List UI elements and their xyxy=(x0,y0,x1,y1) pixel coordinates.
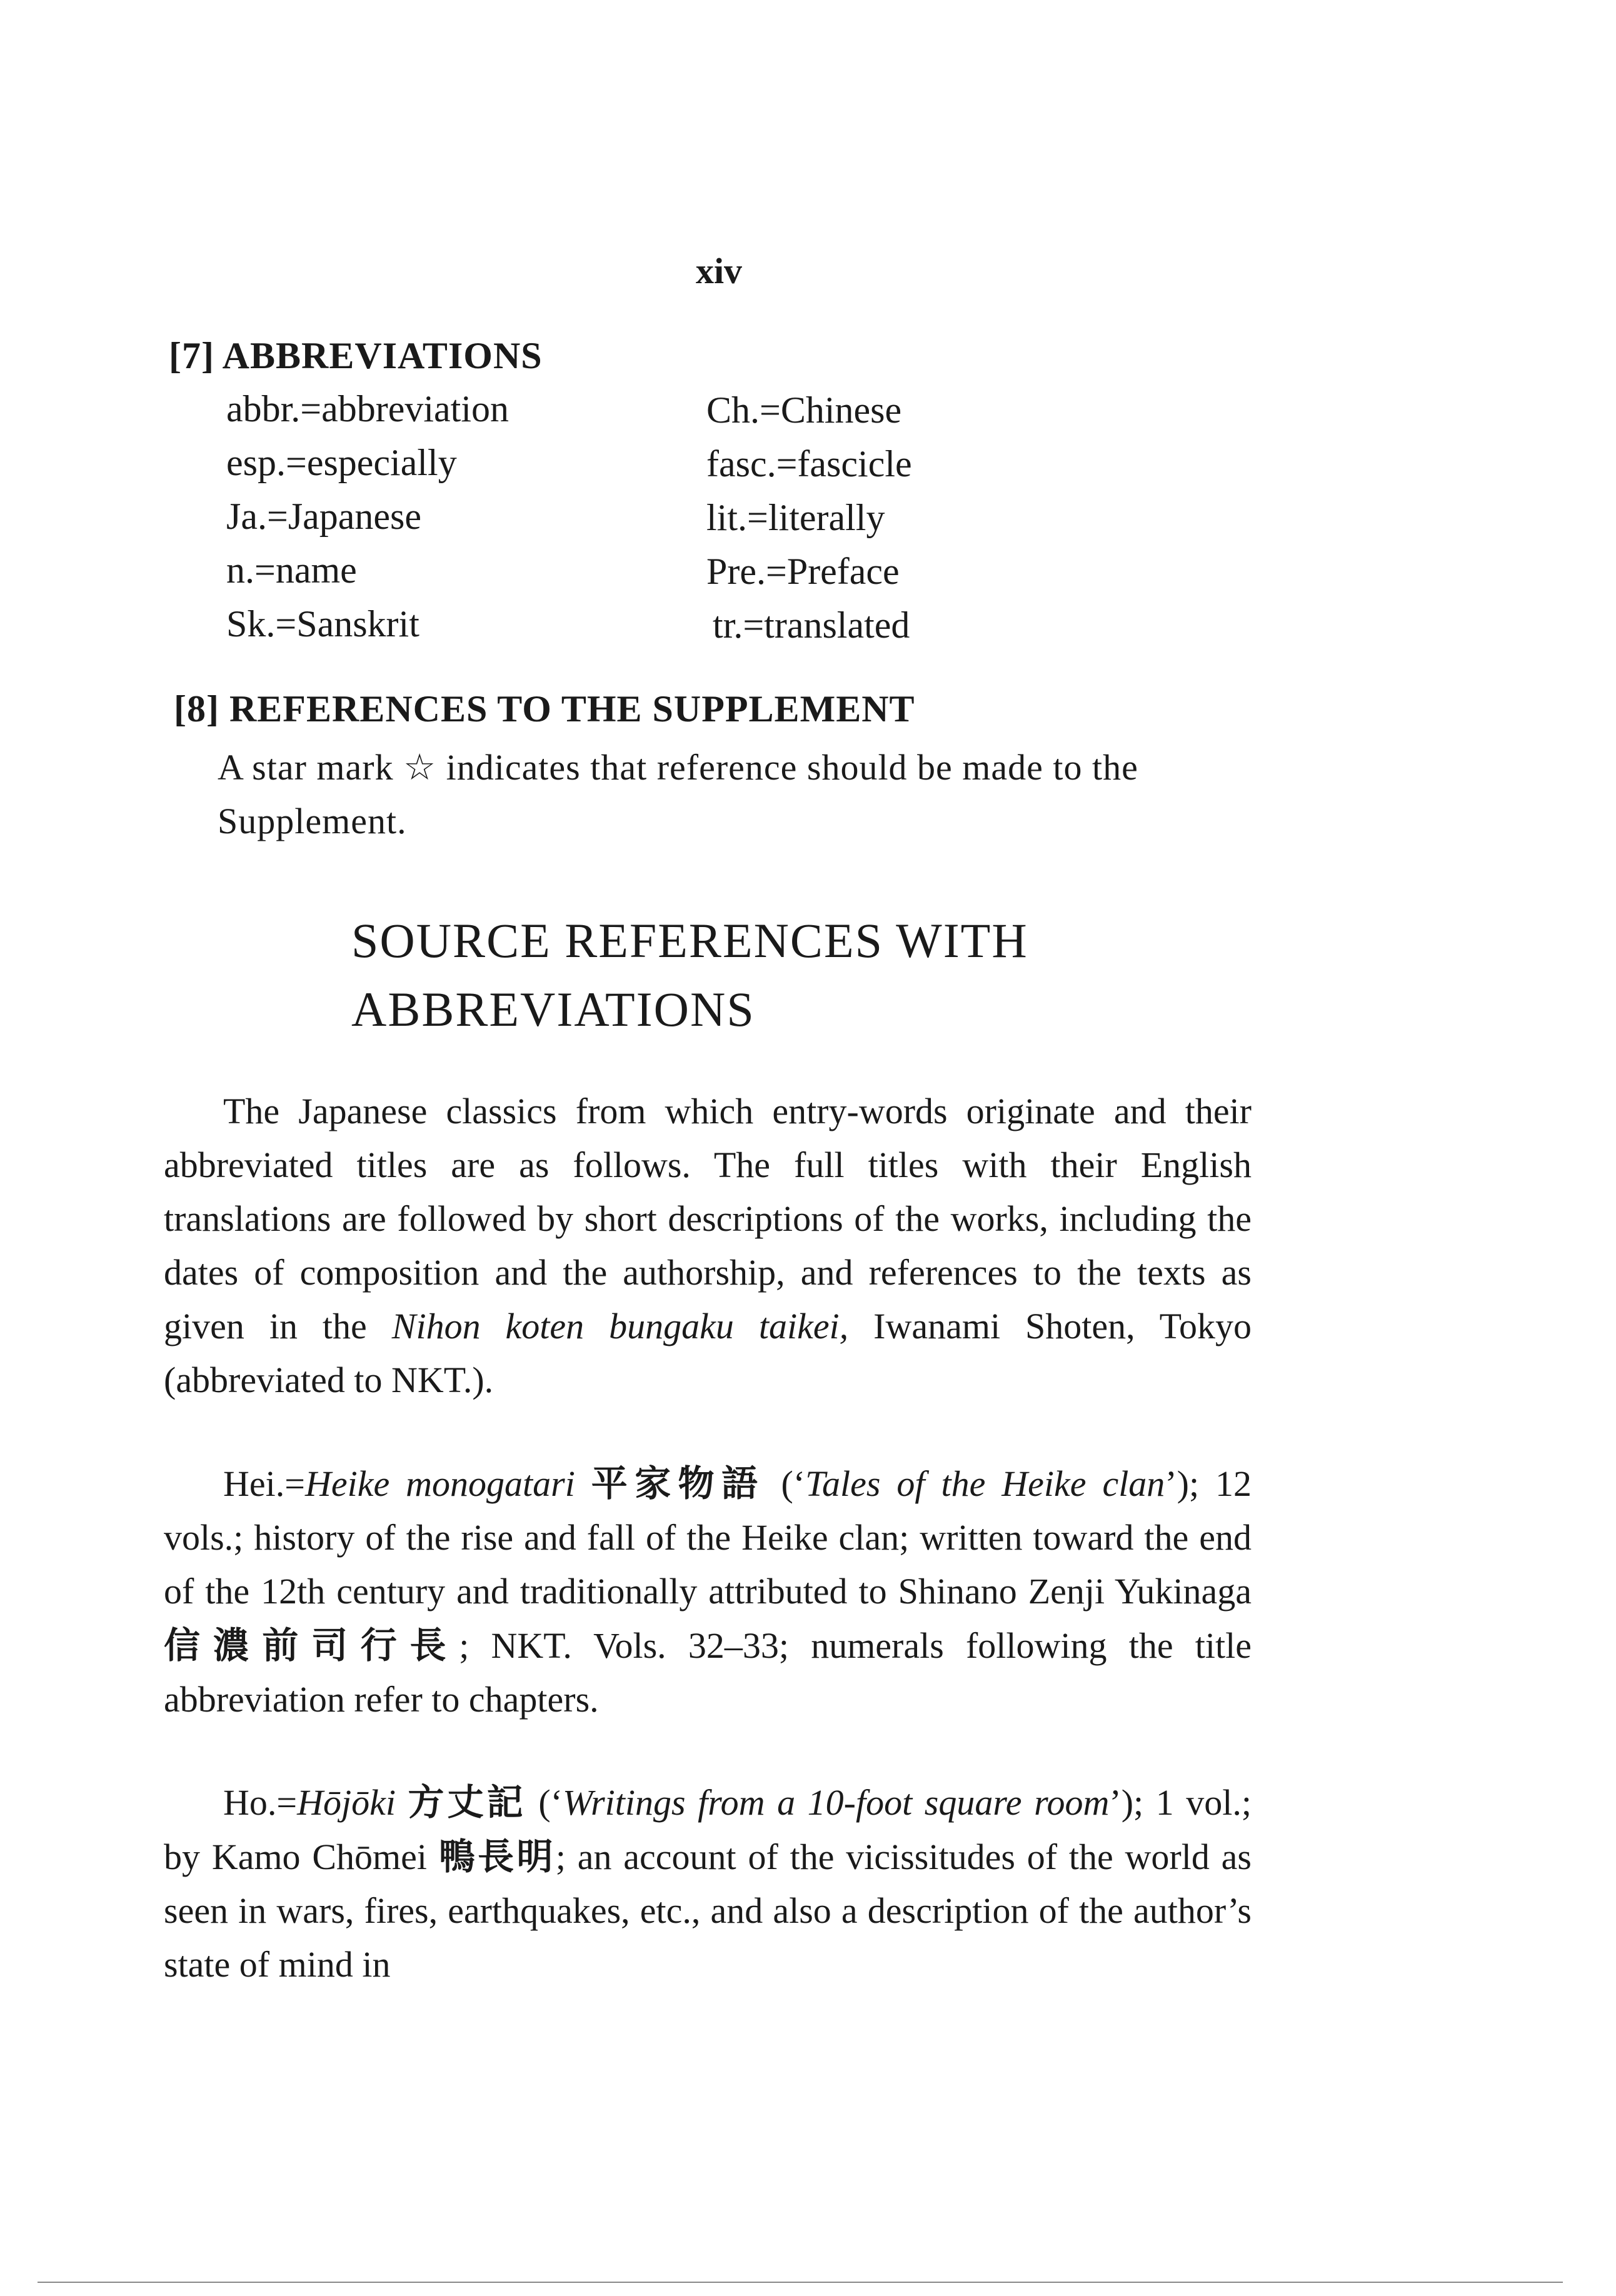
abbreviation-item: Sk.=Sanskrit xyxy=(226,603,419,644)
hei-abbreviation: Hei.= xyxy=(223,1463,305,1504)
abbreviation-item: Pre.=Preface xyxy=(706,551,900,592)
bottom-scan-line xyxy=(38,2282,1563,2283)
supplement-note: A star mark ☆ indicates that reference should be made to the Supplement. xyxy=(218,747,1138,841)
ho-author-kanji: 鴨長明 xyxy=(438,1835,556,1878)
hei-trans-open: (‘ xyxy=(765,1463,806,1504)
abbreviation-item: Ch.=Chinese xyxy=(706,389,902,431)
ho-text-a: 1 vol.; by Kamo Chōmei xyxy=(164,1782,1252,1877)
intro-italic-title: Nihon koten bungaku taikei, xyxy=(391,1306,849,1346)
abbreviation-item: n.=name xyxy=(226,549,357,591)
ho-trans-open: (‘ xyxy=(526,1782,563,1823)
source-references-title xyxy=(351,906,1028,1044)
page-number: xiv xyxy=(695,251,743,291)
ho-text-b: ; an account of the vicissitudes of the world as seen in wars, fires, earthquakes, etc., and also a description of the author’s state of mind in xyxy=(164,1837,1252,1985)
hei-entry xyxy=(164,1456,1252,1727)
hei-title: Heike monogatari xyxy=(304,1463,575,1504)
abbreviation-item: tr.=translated xyxy=(713,604,910,646)
abbreviations-heading: [7] ABBREVIATIONS xyxy=(169,335,543,376)
abbreviation-item: lit.=literally xyxy=(706,497,885,538)
hei-kanji: 平家物語 xyxy=(591,1462,765,1505)
ho-kanji: 方丈記 xyxy=(408,1781,526,1823)
ho-title: Hōjōki xyxy=(297,1782,396,1823)
abbreviation-item: Ja.=Japanese xyxy=(226,496,422,537)
abbreviation-item: abbr.=abbreviation xyxy=(226,388,509,429)
abbreviation-item: fasc.=fascicle xyxy=(706,443,912,484)
hei-trans-close: ’); xyxy=(1165,1463,1215,1504)
intro-text-b: Iwanami Shoten, Tokyo (abbreviated to NKT.). xyxy=(164,1306,1252,1400)
ho-abbreviation: Ho.= xyxy=(223,1782,298,1823)
hei-text-b: ; NKT. Vols. 32–33; numerals following the title abbreviation refer to chapters. xyxy=(164,1625,1252,1720)
title-line-2: ABBREVIATIONS xyxy=(351,982,755,1036)
intro-paragraph xyxy=(164,1085,1252,1407)
hei-author-kanji: 信濃前司行長 xyxy=(164,1624,459,1667)
title-line-1: SOURCE REFERENCES WITH xyxy=(351,913,1028,968)
ho-entry xyxy=(164,1775,1252,1992)
intro-text-a: The Japanese classics from which entry-words originate and their abbreviated titles are as follows. The full titles with their English translations are followed by short descriptions of the works, including the dates of composition and the authorship, and references to the texts as given in the xyxy=(164,1091,1252,1346)
abbreviation-item: esp.=especially xyxy=(226,442,457,483)
ho-translation: Writings from a 10-foot square room xyxy=(562,1782,1110,1823)
hei-translation: Tales of the Heike clan xyxy=(805,1463,1165,1504)
supplement-heading: [8] REFERENCES TO THE SUPPLEMENT xyxy=(174,688,915,729)
hei-text-a: 12 vols.; history of the rise and fall of the Heike clan; written toward the end of the 12th century and traditionally attributed to Shinano Zenji Yukinaga xyxy=(164,1463,1252,1612)
ho-trans-close: ’); xyxy=(1109,1782,1156,1823)
